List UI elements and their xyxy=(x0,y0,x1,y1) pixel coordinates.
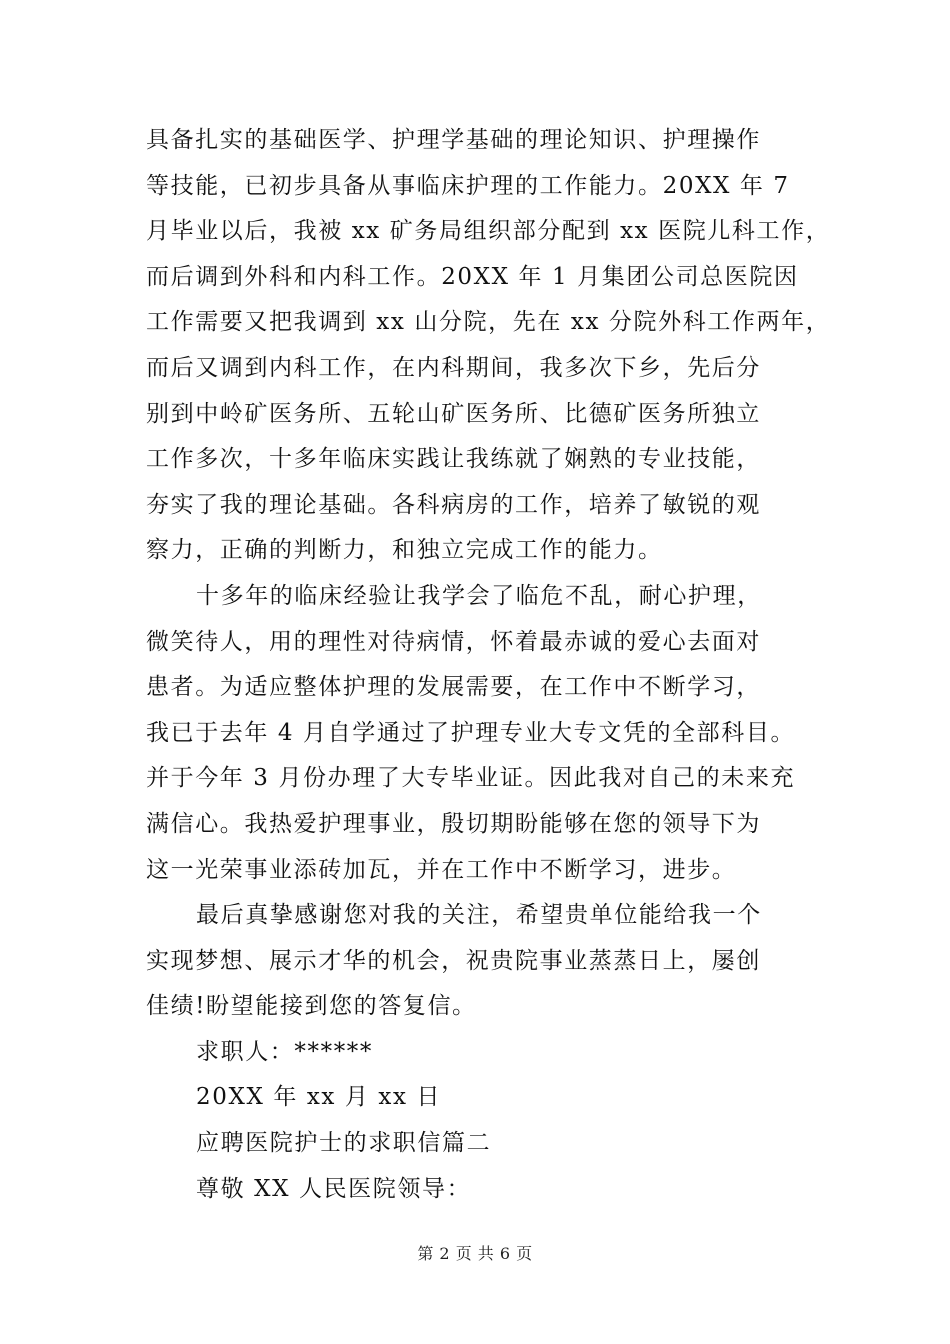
text-line: 微笑待人，用的理性对待病情，怀着最赤诚的爱心去面对 xyxy=(146,628,761,655)
text-line: 察力，正确的判断力，和独立完成工作的能力。 xyxy=(146,537,663,564)
next-section-title: 应聘医院护士的求职信篇二 xyxy=(196,1130,492,1157)
text-line: 工作需要又把我调到 xx 山分院，先在 xx 分院外科工作两年， xyxy=(146,309,831,336)
text-line: 并于今年 3 月份办理了大专毕业证。因此我对自己的未来充 xyxy=(146,765,796,792)
text-line: 工作多次，十多年临床实践让我练就了娴熟的专业技能， xyxy=(146,446,761,473)
text-line: 而后调到外科和内科工作。20XX 年 1 月集团公司总医院因 xyxy=(146,263,799,290)
salutation: 尊敬 XX 人民医院领导： xyxy=(196,1175,472,1202)
document-body xyxy=(146,118,831,1212)
text-line: 别到中岭矿医务所、五轮山矿医务所、比德矿医务所独立 xyxy=(146,400,761,427)
text-line: 等技能，已初步具备从事临床护理的工作能力。20XX 年 7 xyxy=(146,172,790,199)
text-line: 这一光荣事业添砖加瓦，并在工作中不断学习，进步。 xyxy=(146,856,737,883)
text-line: 月毕业以后，我被 xx 矿务局组织部分配到 xx 医院儿科工作， xyxy=(146,218,831,245)
text-line: 满信心。我热爱护理事业，殷切期盼能够在您的领导下为 xyxy=(146,810,761,837)
page-footer xyxy=(0,1241,950,1264)
paragraph-1 xyxy=(146,118,831,574)
signature: 求职人：****** xyxy=(196,1038,373,1065)
text-line: 我已于去年 4 月自学通过了护理专业大专文凭的全部科目。 xyxy=(146,719,796,746)
text-line: 患者。为适应整体护理的发展需要，在工作中不断学习， xyxy=(146,674,761,701)
text-line: 而后又调到内科工作，在内科期间，我多次下乡，先后分 xyxy=(146,354,761,381)
paragraph-3 xyxy=(146,893,821,1030)
text-line: 具备扎实的基础医学、护理学基础的理论知识、护理操作 xyxy=(146,127,761,153)
paragraph-2 xyxy=(146,574,821,893)
page-indicator: 第 2 页 共 6 页 xyxy=(417,1244,533,1263)
text-line: 最后真挚感谢您对我的关注，希望贵单位能给我一个 xyxy=(196,902,762,929)
text-line: 十多年的临床经验让我学会了临危不乱，耐心护理， xyxy=(196,582,762,609)
text-line: 佳绩!盼望能接到您的答复信。 xyxy=(146,993,477,1020)
date: 20XX 年 xx 月 xx 日 xyxy=(196,1084,442,1111)
text-line: 夯实了我的理论基础。各科病房的工作，培养了敏锐的观 xyxy=(146,491,761,518)
text-line: 实现梦想、展示才华的机会，祝贵院事业蒸蒸日上，屡创 xyxy=(146,947,761,974)
